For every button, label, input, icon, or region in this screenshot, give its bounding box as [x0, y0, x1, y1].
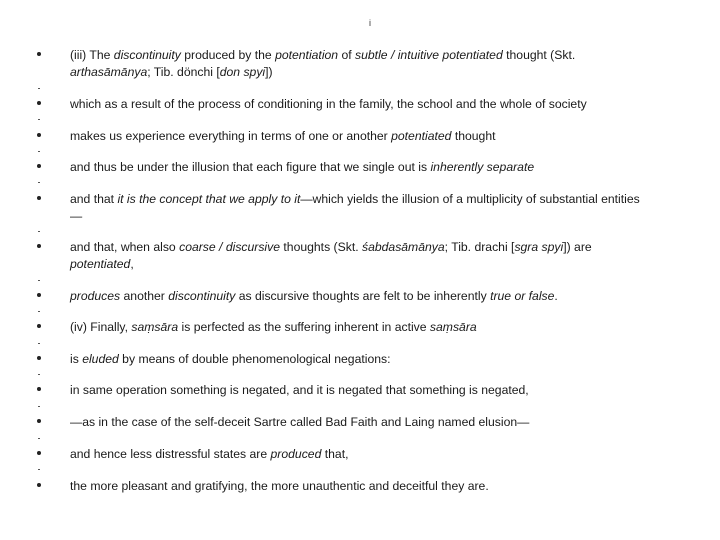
text-segment: is perfected as the suffering inherent in active [178, 320, 430, 334]
text-segment: another [120, 289, 169, 303]
bullet-icon [37, 483, 41, 487]
text-segment: that, [321, 447, 349, 461]
list-item-text [70, 159, 650, 176]
list-item-text [70, 128, 650, 145]
separator-dash [38, 182, 40, 183]
text-segment: arthasāmānya [70, 65, 148, 79]
text-segment: (iii) The [70, 48, 114, 62]
list-item-text [70, 414, 650, 431]
list-item-text [70, 351, 650, 368]
list-item-text [70, 319, 650, 336]
text-segment: by means of double phenomenological negations: [118, 352, 391, 366]
text-segment: ]) are [563, 240, 592, 254]
bullet-icon [37, 419, 41, 423]
bullet-icon [37, 451, 41, 455]
separator-dash [38, 119, 40, 120]
text-segment: potentiated [70, 257, 131, 271]
bullet-icon [37, 387, 41, 391]
bullet-icon [37, 244, 41, 248]
bullet-icon [37, 52, 41, 56]
separator-dash [38, 231, 40, 232]
text-segment: produced by the [180, 48, 276, 62]
text-segment: it is the concept that we apply to it [117, 192, 301, 206]
separator-dash [38, 280, 40, 281]
bullet-icon [37, 133, 41, 137]
separator-dash [38, 151, 40, 152]
text-segment: saṃsāra [131, 320, 179, 334]
text-segment: true or false [490, 289, 555, 303]
text-segment: thoughts (Skt. [280, 240, 362, 254]
list-item-text [70, 96, 650, 113]
bullet-icon [37, 164, 41, 168]
separator-dash [38, 406, 40, 407]
text-segment: sgra spyi [514, 240, 564, 254]
text-segment: thought [451, 129, 496, 143]
bullet-icon [37, 324, 41, 328]
text-segment: which as a result of the process of conditioning in the family, the school and the whole of society [70, 97, 587, 111]
text-segment: and thus be under the illusion that each figure that we single out is [70, 160, 431, 174]
list-item-text [70, 288, 650, 305]
separator-dash [38, 311, 40, 312]
text-segment: ]) [265, 65, 273, 79]
list-item-text [70, 382, 650, 399]
text-segment: makes us experience everything in terms of one or another [70, 129, 392, 143]
text-segment: is [70, 352, 83, 366]
text-segment: and that [70, 192, 118, 206]
separator-dash [38, 469, 40, 470]
text-segment: eluded [82, 352, 119, 366]
text-segment: potentiated [391, 129, 452, 143]
text-segment: in same operation something is negated, and it is negated that something is negated, [70, 383, 529, 397]
list-item-text [70, 47, 650, 81]
separator-dash [38, 88, 40, 89]
text-segment: saṃsāra [429, 320, 477, 334]
bullet-icon [37, 293, 41, 297]
text-segment: śabdasāmānya [361, 240, 445, 254]
text-segment: produces [70, 289, 121, 303]
separator-dash [38, 374, 40, 375]
separator-dash [38, 343, 40, 344]
text-segment: and hence less distressful states are [70, 447, 271, 461]
text-segment: (iv) Finally, [70, 320, 132, 334]
text-segment: potentiation [275, 48, 339, 62]
bullet-icon [37, 356, 41, 360]
page-number: i [369, 18, 371, 28]
text-segment: don spyi [219, 65, 266, 79]
list-item-text [70, 446, 650, 463]
bullet-icon [37, 101, 41, 105]
list-item-text [70, 239, 650, 273]
text-segment: as discursive thoughts are felt to be inherently [235, 289, 491, 303]
text-segment: —which yields the illusion of a multiplicity of substantial entities— [70, 192, 640, 223]
text-segment: thought (Skt. [502, 48, 576, 62]
text-segment: the more pleasant and gratifying, the more unauthentic and deceitful they are. [70, 479, 489, 493]
text-segment: subtle / intuitive potentiated [355, 48, 503, 62]
text-segment: and that, when also [70, 240, 180, 254]
text-segment: —as in the case of the self-deceit Sartre called Bad Faith and Laing named elusion— [70, 415, 530, 429]
text-segment: of [338, 48, 356, 62]
text-segment: discontinuity [113, 48, 181, 62]
text-segment: . [554, 289, 558, 303]
text-segment: produced [270, 447, 322, 461]
bullet-icon [37, 196, 41, 200]
text-segment: discontinuity [168, 289, 236, 303]
list-item-text [70, 478, 650, 495]
text-segment: coarse / discursive [179, 240, 281, 254]
separator-dash [38, 438, 40, 439]
text-segment: , [130, 257, 134, 271]
list-item-text [70, 191, 650, 225]
text-segment: ; Tib. dönchi [ [147, 65, 220, 79]
text-segment: inherently separate [430, 160, 535, 174]
text-segment: ; Tib. drachi [ [444, 240, 515, 254]
